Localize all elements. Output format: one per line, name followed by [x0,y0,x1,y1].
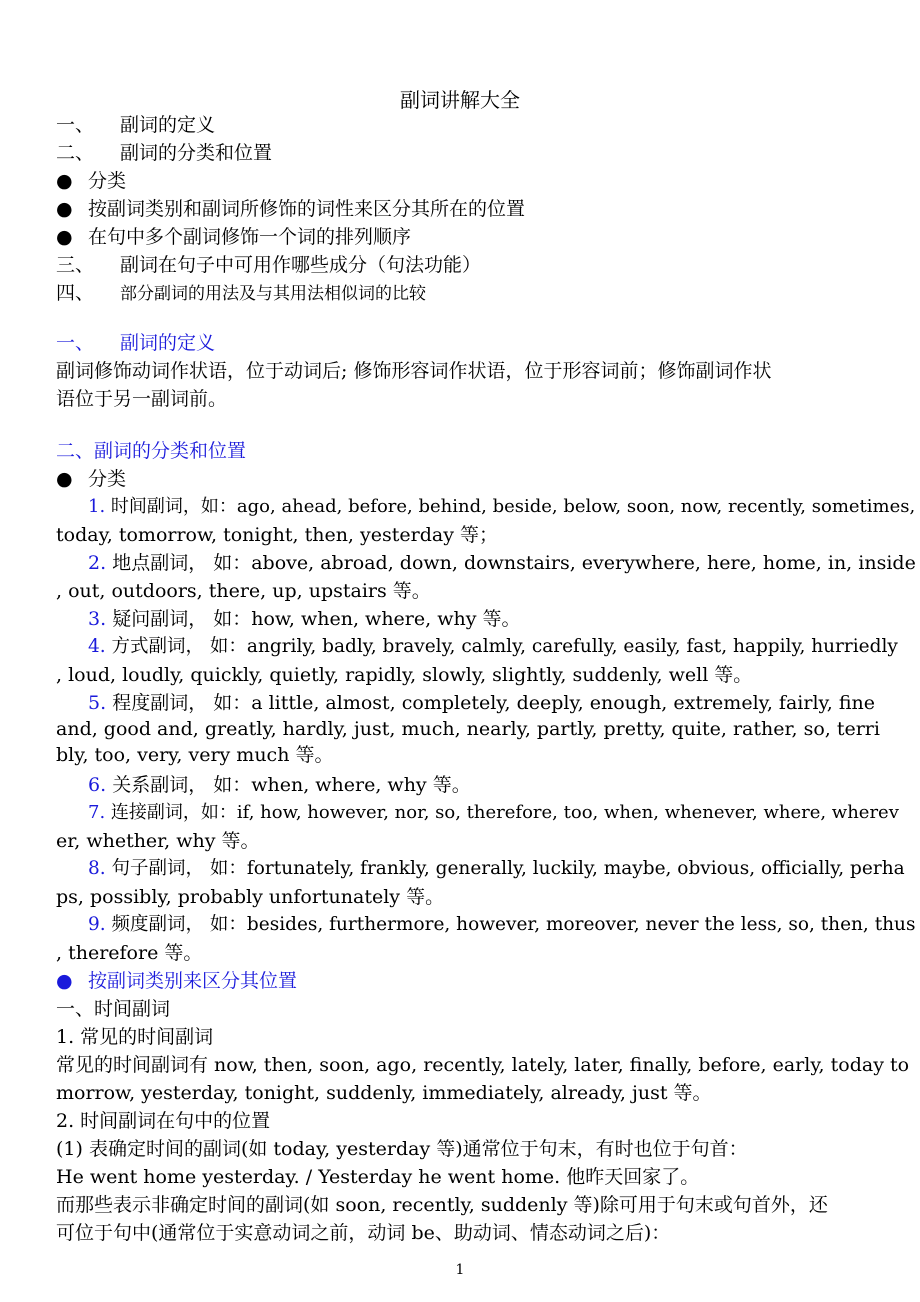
toc-item-2: 二、 副词的分类和位置 [56,142,273,164]
list-item-continuation: er, whether, why 等。 [56,830,260,852]
list-item: 3. 疑问副词， 如：how, when, where, why 等。 [88,608,521,630]
example-sentence: He went home yesterday. / Yesterday he went home. 他昨天回家了。 [56,1166,700,1188]
paragraph-line: morrow, yesterday, tonight, suddenly, immediately, already, just 等。 [56,1082,712,1104]
list-item-continuation: , therefore 等。 [56,942,203,964]
time-adverb-heading: 一、时间副词 [56,998,171,1020]
list-item-continuation: today, tomorrow, tonight, then, yesterday 等； [56,524,498,546]
list-item-continuation: bly, too, very, very much 等。 [56,744,334,766]
list-item: 7. 连接副词，如：if, how, however, nor, so, therefore, too, when, whenever, where, wherev [88,802,899,823]
page-number: 1 [455,1262,465,1278]
bullet-icon: ● [56,226,73,248]
paragraph-line: (1) 表确定时间的副词(如 today, yesterday 等)通常位于句末，有时也位于句首： [56,1138,748,1160]
list-item-continuation: ps, possibly, probably unfortunately 等。 [56,886,445,908]
toc-item-4: ● 按副词类别和副词所修饰的词性来区分其所在的位置 [56,198,526,220]
paragraph-line: 可位于句中(通常位于实意动词之前，动词 be、助动词、情态动词之后)： [56,1222,671,1244]
list-item: 1. 时间副词，如：ago, ahead, before, behind, beside, below, soon, now, recently, sometimes, [88,496,916,517]
list-item-continuation: and, good and, greatly, hardly, just, much, nearly, partly, pretty, quite, rather, so, terri [56,718,880,740]
section-1-body-line-2: 语位于另一副词前。 [56,388,228,410]
bullet-icon: ● [56,170,73,192]
position-subheading: 2. 时间副词在句中的位置 [56,1110,271,1132]
list-item: 2. 地点副词， 如：above, abroad, down, downstairs, everywhere, here, home, in, inside [88,552,916,574]
document-title: 副词讲解大全 [400,88,520,112]
position-heading: ● 按副词类别来区分其位置 [56,970,298,992]
bullet-icon: ● [56,468,73,490]
section-1-body-line-1: 副词修饰动词作状语，位于动词后; 修饰形容词作状语，位于形容词前；修饰副词作状 [56,360,772,382]
toc-item-7: 四、 部分副词的用法及与其用法相似词的比较 [56,282,426,304]
list-item: 9. 频度副词， 如：besides, furthermore, however, moreover, never the less, so, then, thus [88,914,916,935]
list-item: 6. 关系副词， 如：when, where, why 等。 [88,774,471,796]
section-2-heading: 二、副词的分类和位置 [56,440,247,462]
toc-item-3: ● 分类 [56,170,127,192]
common-time-adverbs-heading: 1. 常见的时间副词 [56,1026,214,1048]
list-item: 8. 句子副词， 如：fortunately, frankly, generally, luckily, maybe, obvious, officially, perha [88,858,905,879]
toc-item-5: ● 在句中多个副词修饰一个词的排列顺序 [56,226,412,248]
list-item-continuation: , loud, loudly, quickly, quietly, rapidly, slowly, slightly, suddenly, well 等。 [56,664,753,686]
bullet-icon: ● [56,970,73,992]
section-1-heading: 一、 副词的定义 [56,332,216,354]
paragraph-line: 而那些表示非确定时间的副词(如 soon, recently, suddenly 等)除可用于句末或句首外，还 [56,1194,828,1216]
list-item-continuation: , out, outdoors, there, up, upstairs 等。 [56,580,431,602]
paragraph-line: 常见的时间副词有 now, then, soon, ago, recently, lately, later, finally, before, early, today to [56,1054,910,1076]
list-item: 4. 方式副词， 如：angrily, badly, bravely, calmly, carefully, easily, fast, happily, hurriedly [88,636,898,657]
bullet-icon: ● [56,198,73,220]
list-item: 5. 程度副词， 如：a little, almost, completely, deeply, enough, extremely, fairly, fine [88,692,875,714]
toc-item-6: 三、 副词在句子中可用作哪些成分（句法功能） [56,254,482,276]
section-2-sub-heading: ● 分类 [56,468,127,490]
toc-item-1: 一、 副词的定义 [56,114,216,136]
